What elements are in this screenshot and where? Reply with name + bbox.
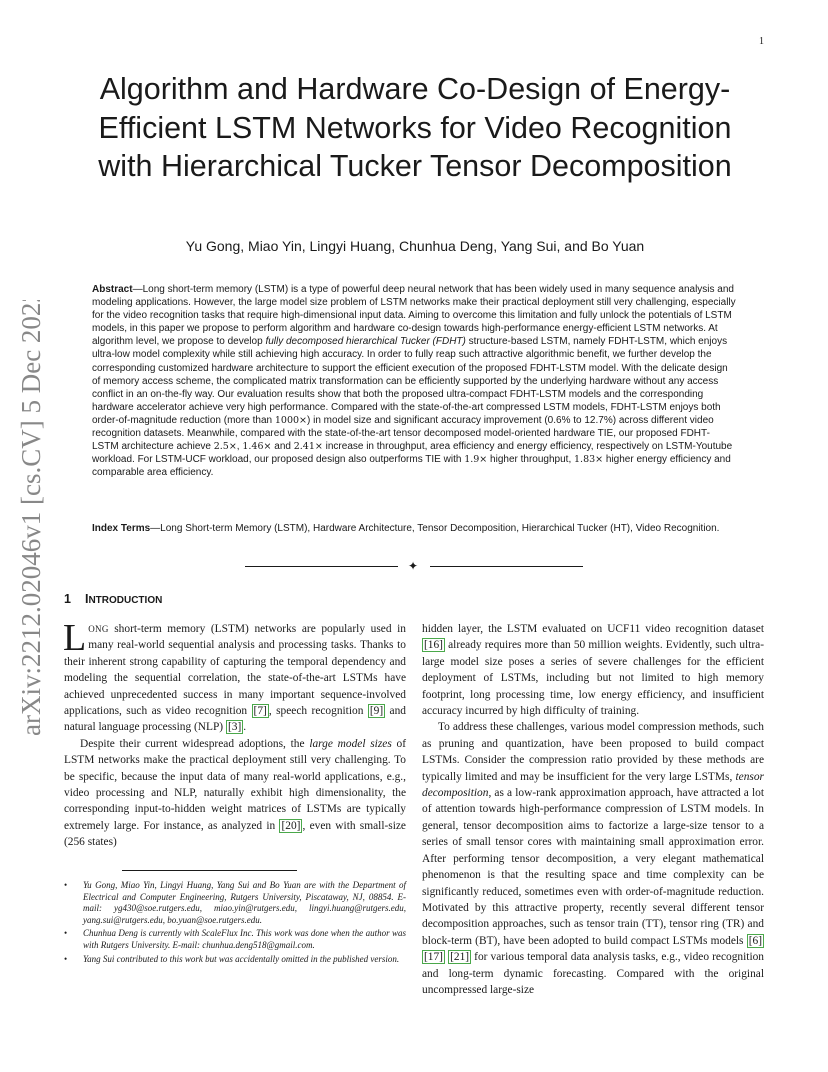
footnote-text: Chunhua Deng is currently with ScaleFlux Inc. This work was done when the author was with Rutgers University. E-mail: chunhua.deng518@gmail.com.: [83, 928, 406, 950]
section-separator: [245, 560, 583, 572]
abstract-text: ,: [236, 441, 243, 453]
body-text: .: [243, 721, 247, 734]
drop-cap: L: [63, 617, 87, 659]
emphasis-text: tensor decomposition: [422, 770, 764, 800]
footnote-item: [64, 928, 406, 951]
abstract-emphasis: fully decomposed hierarchical Tucker (FDHT): [265, 336, 466, 348]
abstract-text: structure-based LSTM, namely FDHT-LSTM, which enjoys ultra-low model complexity while still achieving high accuracy. In order to fully reap such attractive algorithmic benefit, we further develop the corresponding customized hardware architecture to support the efficient execution of the proposed FDHT-LSTM model. With the delicate design of memory access scheme, the complicated matrix transformation can be efficiently supported by the underlying hardware without any access conflict in an on-the-fly way. Our evaluation results show that both the proposed ultra-compact FDHT-LSTM models and the corresponding hardware accelerator achieve very high performance. Compared with the state-of-the-art compressed LSTM models, FDHT-LSTM enjoys both order-of-magnitude reduction (more than: [92, 336, 728, 426]
abstract-text: and: [271, 441, 294, 453]
abstract-text: increase in throughput, area efficiency and energy efficiency, respectively on LSTM-Youtube workload. For LSTM-UCF workload, our proposed design also outperforms TIE with: [92, 441, 733, 466]
separator-line: [245, 566, 398, 567]
index-terms-label: Index Terms: [92, 523, 151, 534]
right-column: [422, 621, 764, 998]
body-text: already requires more than 50 million weights. Evidently, such ultra-large model size poses a series of severe challenges for the efficient deployment of LSTMs, including but not limited to high memory footprint, long processing time, low energy efficiency, and insufficient accuracy incurred by high difficulty of training.: [422, 639, 764, 718]
footnote-item: [64, 954, 406, 966]
bullet-icon: •: [64, 880, 68, 890]
abstract-text: higher throughput,: [487, 454, 574, 466]
body-text: hidden layer, the LSTM evaluated on UCF11 video recognition dataset: [422, 623, 764, 635]
arxiv-identifier-text: arXiv:2212.02046v1 [cs.CV] 5 Dec 2022: [16, 300, 46, 736]
footnote-text: Yang Sui contributed to this work but was accidentally omitted in the published version.: [83, 953, 400, 964]
citation-link[interactable]: [6]: [748, 934, 762, 947]
emphasis-text: large model sizes: [309, 737, 392, 750]
separator-diamond-icon: ✦: [408, 559, 419, 573]
citation-link[interactable]: [17]: [424, 951, 443, 964]
citation-link[interactable]: [3]: [227, 721, 242, 734]
body-text: , as a low-rank approximation approach, have attracted a lot of attention towards high-performance compression of LSTM models. In general, tensor decomposition aims to factorize a large-size tensor to a series of small tensor cores with maintaining small approximation error. After performing tensor decomposition, a very elegant mathematical phenomenon is that the resulting space and time complexity can be significantly reduced, sometimes even with order-of-magnitude reduction. Motivated by this attractive property, recently several different tensor decomposition approaches, such as tensor train (TT), tensor ring (TR) and block-term (BT), have been adopted to build compact LSTMs models: [422, 787, 764, 947]
separator-line: [430, 566, 583, 567]
abstract: [92, 283, 736, 479]
abstract-math: 2.5×: [213, 441, 237, 453]
index-terms: [92, 522, 736, 536]
citation-link[interactable]: [21]: [450, 951, 470, 964]
body-text: , speech recognition: [268, 705, 368, 718]
abstract-label: Abstract: [92, 284, 133, 295]
bullet-icon: •: [64, 953, 68, 964]
body-text: short-term memory (LSTM) networks are popularly used in many real-world sequential analysis and processing tasks. Thanks to their inherent strong capability of capturing the temporal dependency and modeling the sequential correlation, the state-of-the-art LSTMs have achieved unprecedented success in many important sequence-involved applications, such as video recognition: [64, 623, 406, 718]
abstract-math: 2.41×: [293, 441, 323, 453]
abstract-text: ) in model size and significant accuracy improvement (0.6% to 12.7%) across different video recognition datasets. Meanwhile, compared with the state-of-the-art tensor decomposed model-oriented hardware TIE, our proposed FDHT-LSTM architecture achieve: [92, 414, 714, 453]
lead-smallcaps: ONG: [88, 624, 109, 634]
left-column: [63, 617, 407, 851]
bullet-icon: •: [64, 928, 68, 939]
footnote-text: Yu Gong, Miao Yin, Lingyi Huang, Yang Sui and Bo Yuan are with the Department of Electrical and Computer Engineering, Rutgers University, Piscataway, NJ, 08854. E-mail: yg430@soe.rutgers.edu, miao.yin@rutgers.edu, lingyi.huang@rutgers.edu, yang.sui@rutgers.edu, bo.yuan@soe.rutgers.edu.: [83, 880, 406, 925]
abstract-math: 1.46×: [242, 441, 272, 453]
index-terms-text: —Long Short-term Memory (LSTM), Hardware Architecture, Tensor Decomposition, Hierarchical Tucker (HT), Video Recognition.: [150, 523, 720, 534]
citation-link[interactable]: [20]: [281, 819, 301, 832]
abstract-math: 1.9×: [464, 454, 488, 466]
page-number: 1: [759, 36, 764, 47]
footnotes: [64, 880, 406, 967]
arxiv-identifier-stamp: [2, 300, 56, 740]
paragraph: [422, 621, 764, 719]
section-title-rest: NTRODUCTION: [88, 595, 163, 606]
section-heading: [64, 592, 162, 606]
body-text: , even with small-size (256 states): [64, 819, 406, 849]
citation-link[interactable]: [16]: [424, 639, 443, 652]
citation-link[interactable]: [9]: [369, 705, 384, 718]
abstract-math: 1.83×: [574, 454, 604, 466]
paragraph: [422, 719, 764, 998]
section-title-initial: I: [84, 592, 89, 606]
abstract-text: higher energy efficiency and comparable area efficiency.: [92, 454, 731, 479]
section-number: 1: [64, 592, 71, 606]
body-text: Despite their current widespread adoptions, the: [80, 737, 310, 750]
body-text: To address these challenges, various model compression methods, such as pruning and quantization, have been proposed to build compact LSTMs. Consider the compression ratio provided by these methods are typically limited and may be insufficient for the very large LSTMs,: [422, 721, 764, 783]
paragraph: [64, 736, 406, 851]
footnote-item: [64, 880, 406, 926]
author-list: Yu Gong, Miao Yin, Lingyi Huang, Chunhua Deng, Yang Sui, and Bo Yuan: [185, 238, 645, 254]
body-text: for various temporal data analysis tasks, e.g., video recognition and long-term dynamic forecasting. Compared with the original uncompressed large-size: [422, 951, 765, 996]
paper-title: Algorithm and Hardware Co-Design of Energy-Efficient LSTM Networks for Video Recognition with Hierarchical Tucker Tensor Decomposition: [98, 72, 732, 183]
body-text: and natural language processing (NLP): [64, 705, 406, 734]
abstract-math: 1000×: [274, 414, 308, 426]
citation-link[interactable]: [7]: [253, 705, 267, 718]
body-text: of LSTM networks make the practical deployment still very challenging. To be specific, because the input data of many real-world applications, e.g., video processing and NLP, naturally exhibit high dimensionality, the corresponding input-to-hidden weight matrices of LSTMs are typically extremely large. For instance, as analyzed in: [64, 737, 407, 832]
paragraph: [63, 617, 406, 736]
abstract-text: —Long short-term memory (LSTM) is a type of powerful deep neural network that has been widely used in many sequence analysis and modeling applications. However, the large model size problem of LSTM networks make their practical deployment still very challenging, especially for the video recognition tasks that require high-dimensional input data. Aiming to overcome this limitation and fully unlock the potentials of LSTM models, in this paper we propose to perform algorithm and hardware co-design towards high-performance energy-efficient LSTM networks. At algorithm level, we propose to develop: [92, 284, 736, 348]
footnote-rule: [122, 870, 297, 871]
